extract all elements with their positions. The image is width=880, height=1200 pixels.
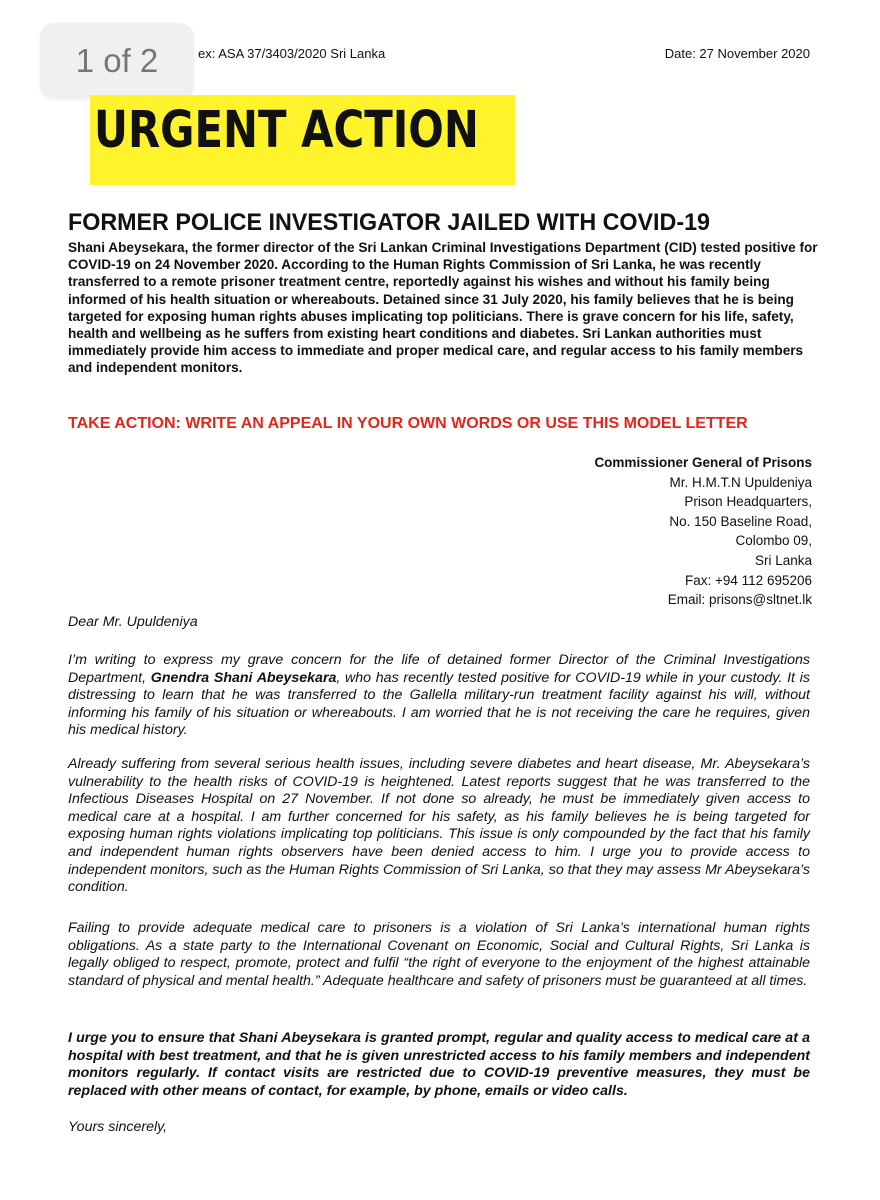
letter-closing: Yours sincerely, — [68, 1119, 168, 1135]
urgent-action-title: URGENT ACTION — [94, 101, 479, 160]
p1-text-before: I’m writing to express my grave concern for the life of detained former Director of the Criminal Investigations Department, — [68, 652, 810, 686]
address-line: Prison Headquarters, — [684, 494, 812, 510]
fax-line: Fax: +94 112 695206 — [685, 572, 812, 588]
headline: FORMER POLICE INVESTIGATOR JAILED WITH COVID-19 — [68, 209, 710, 236]
address-line: Colombo 09, — [735, 533, 812, 549]
index-reference: ex: ASA 37/3403/2020 Sri Lanka — [198, 46, 386, 61]
letter-salutation: Dear Mr. Upuldeniya — [68, 614, 198, 630]
take-action-heading: TAKE ACTION: WRITE AN APPEAL IN YOUR OWN WORDS OR USE THIS MODEL LETTER — [68, 415, 748, 432]
p1-text-after: , who has recently tested positive for COVID-19 while in your custody. It is distressing to learn that he was transferred to the Gallella military-run treatment facility against his will, without informing his family of his situation or whereabouts. I am worried that he is not receiving the care he requires, given his medical history. — [68, 669, 810, 739]
address-line: Mr. H.M.T.N Upuldeniya — [669, 474, 812, 490]
address-line: Sri Lanka — [754, 552, 812, 568]
letter-paragraph-3: Failing to provide adequate medical care to prisoners is a violation of Sri Lanka’s international human rights obligations. As a state party to the International Covenant on Economic, Social and Cultural Rights, Sri Lanka is legally obliged to respect, promote, protect and fulfil “the right of everyone to the enjoyment of the highest attainable standard of physical and mental health.” Adequate healthcare and safety of prisoners must be guaranteed at all times. — [68, 920, 810, 989]
letter-paragraph-1 — [68, 652, 810, 740]
address-line: No. 150 Baseline Road, — [669, 513, 812, 529]
email-line: Email: prisons@sltnet.lk — [667, 592, 812, 608]
letter-paragraph-2: Already suffering from several serious health issues, including severe diabetes and heart disease, Mr. Abeysekara’s vulnerability to the health risks of COVID-19 is heightened. Latest reports suggest that he was transferred to the Infectious Diseases Hospital on 27 November. If not done so already, he must be immediately given access to medical care at a hospital. I am further concerned for his safety, as his family believes he is being targeted for exposing human rights violations implicating top politicians. This issue is only compounded by the fact that his family and independent human rights observers have been denied access to him. I urge you to provide access to independent monitors, such as the Human Rights Commission of Sri Lanka, so that they may assess Mr Abeysekara’s condition. — [68, 756, 810, 896]
summary-paragraph: Shani Abeysekara, the former director of the Sri Lankan Criminal Investigations Department (CID) tested positive for COVID-19 on 24 November 2020. According to the Human Rights Commission of Sri Lanka, he was recently transferred to a remote prisoner treatment centre, reportedly against his wishes and without his family being informed of his health situation or whereabouts. Detained since 31 July 2020, his family believes that he is being targeted for exposing human rights abuses implicating top politicians. There is grave concern for his life, safety, health and wellbeing as he suffers from existing heart conditions and diabetes. Sri Lankan authorities must immediately provide him access to immediate and proper medical care, and regular access to his family members and independent monitors. — [68, 240, 818, 376]
letter-paragraph-4: I urge you to ensure that Shani Abeysekara is granted prompt, regular and quality access to medical care at a hospital with best treatment, and that he is given unrestricted access to his family members and independent monitors regularly. If contact visits are restricted due to COVID-19 preventive measures, they must be replaced with other means of contact, for example, by phone, emails or video calls. — [68, 1030, 810, 1099]
recipient-address — [594, 453, 812, 610]
page-indicator: 1 of 2 — [40, 23, 194, 99]
document-date: Date: 27 November 2020 — [664, 46, 810, 61]
detainee-name: Gnendra Shani Abeysekara — [150, 669, 337, 686]
recipient-title: Commissioner General of Prisons — [594, 455, 812, 470]
